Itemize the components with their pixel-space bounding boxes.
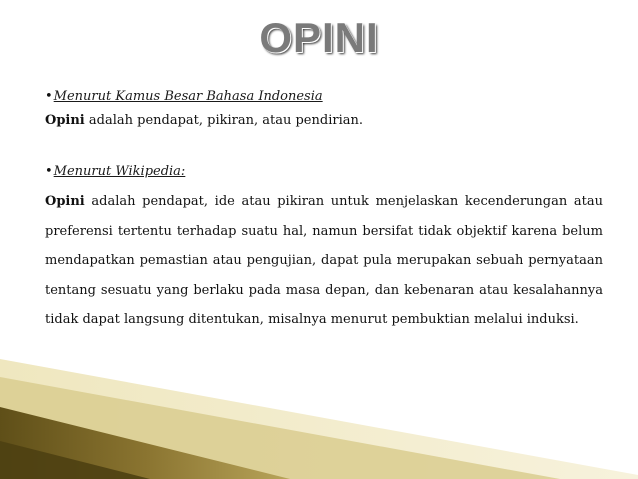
slide-title: OPINI <box>259 14 379 61</box>
bullet-dot: • <box>45 89 53 104</box>
definition-text-wikipedia: adalah pendapat, ide atau pikiran untuk menjelaskan kecenderungan atau preferensi tertentu terhadap suatu hal, namun bersifat tidak objektif karena belum mendapatkan pemastian atau pengujian, dapat pula merupakan sebuah pernyataan tentang sesuatu yang berlaku pada masa depan, dan kebenaran atau kesalahannya tidak dapat langsung ditentukan, misalnya menurut pembuktian melalui induksi. <box>45 194 603 327</box>
corner-decoration <box>0 359 638 479</box>
slide-content <box>45 87 603 335</box>
spacer <box>45 131 603 162</box>
definition-kbbi <box>45 111 603 131</box>
bullet-label-kbbi: Menurut Kamus Besar Bahasa Indonesia <box>53 89 323 104</box>
definition-text-kbbi: adalah pendapat, pikiran, atau pendirian. <box>84 113 363 128</box>
term-opini: Opini <box>45 113 85 128</box>
bullet-label-wikipedia: Menurut Wikipedia: <box>53 164 186 179</box>
bullet-dot: • <box>45 164 53 179</box>
definition-wikipedia <box>45 187 603 335</box>
bullet-kbbi <box>45 87 603 107</box>
term-opini: Opini <box>45 194 85 209</box>
bullet-wikipedia <box>45 162 603 182</box>
